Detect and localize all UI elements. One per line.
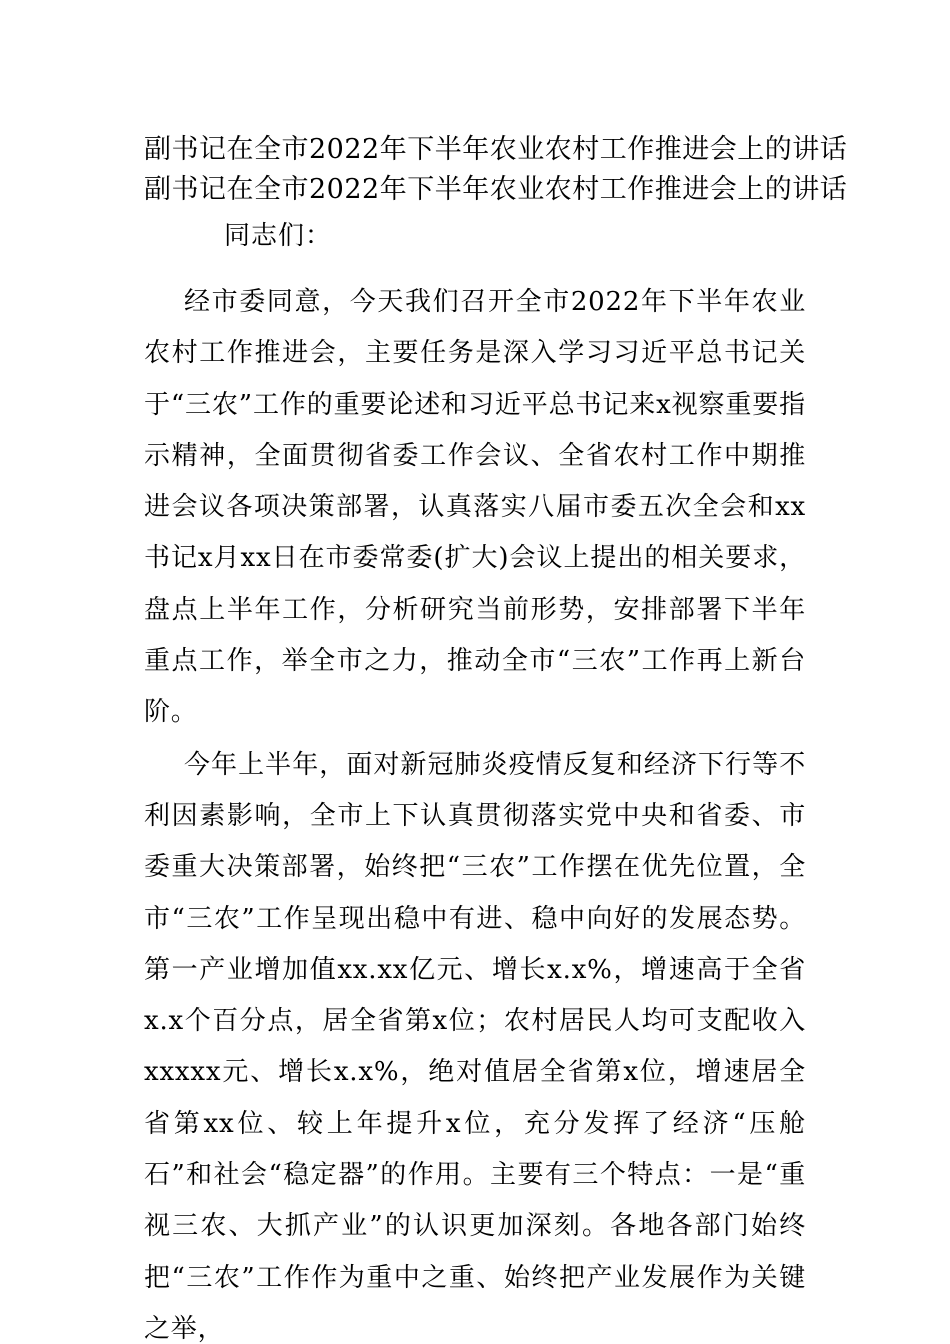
paragraph-review: 今年上半年，面对新冠肺炎疫情反复和经济下行等不利因素影响，全市上下认真贯彻落实党中央和省委、市委重大决策部署，始终把“三农”工作摆在优先位置，全市“三农”工作呈现出稳中有进、稳中向好的发展态势。第一产业增加值xx.xx亿元、增长x.x%，增速高于全省x.x个百分点，居全省第x位；农村居民人均可支配收入xxxxx元、增长x.x%，绝对值居全省第x位，增速居全省第xx位、较上年提升x位，充分发挥了经济“压舱石”和社会“稳定器”的作用。主要有三个特点：一是“重视三农、大抓产业”的认识更加深刻。各地各部门始终把“三农”工作作为重中之重、始终把产业发展作为关键之举，: [144, 749, 806, 1344]
paragraph-opening: 经市委同意，今天我们召开全市2022年下半年农业农村工作推进会，主要任务是深入学习习近平总书记关于“三农”工作的重要论述和习近平总书记来x视察重要指示精神，全面贯彻省委工作会议、全省农村工作中期推进会议各项决策部署，认真落实八届市委五次全会和xx书记x月xx日在市委常委(扩大)会议上提出的相关要求，盘点上半年工作，分析研究当前形势，安排部署下半年重点工作，举全市之力，推动全市“三农”工作再上新台阶。: [144, 287, 806, 728]
greeting: 同志们：: [224, 221, 333, 251]
document-title: 副书记在全市2022年下半年农业农村工作推进会上的讲话: [144, 134, 848, 165]
document-body: [144, 130, 848, 1344]
document-title-repeat: 副书记在全市2022年下半年农业农村工作推进会上的讲话: [144, 174, 848, 205]
